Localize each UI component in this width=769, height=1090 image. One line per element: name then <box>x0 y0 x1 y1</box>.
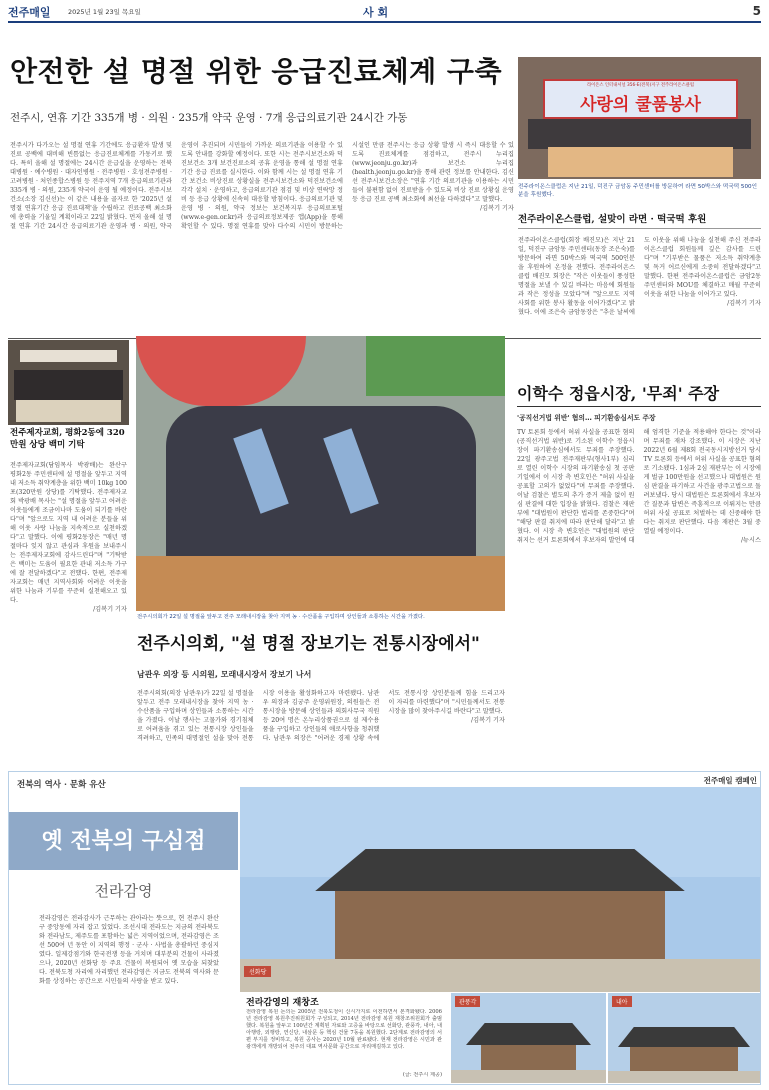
lee-subhead: '공직선거법 위반' 혐의… 피기환송심서도 주장 <box>517 414 656 422</box>
church-people <box>14 370 123 400</box>
market-headline: 전주시의회, "설 명절 장보기는 전통시장에서" <box>137 634 480 654</box>
top-story-byline: /김복기 기자 <box>480 205 514 212</box>
market-body <box>137 689 505 751</box>
gwanpunggak-ground <box>451 1070 606 1083</box>
lee-byline: /뉴시스 <box>740 537 761 544</box>
market-text: 전주시의회(의장 남관우)가 22일 설 명절을 앞두고 전주 모래내시장을 찾아 지역 농 · 수산품을 구입하며 상인들과 소통하는 시간을 가졌다. 이날 행사는 고물가와 경기침체로 어려움을 겪고 있는 전통시장 상인들을 격려하고, 민족의 대명절인 설을 맞아 전통시장 이용을 활성화하고자 마련됐다. 남관우 의장과 김궁주 운영위원장, 의원들은 전통시장을 방문해 상인들과 의회사무국 직원 등 20여 명은 온누리상품권으로 설 제수용품을 구입하고 상인들의 애로사항을 청취했다. 남관우 의장은 "어려운 경제 상황 속에서도 전통시장 상인분들께 힘을 드리고자 이 자리를 마련했다"며 "시민들께서도 전통시장을 많이 찾아주시길 바란다"고 말했다. <box>137 690 505 742</box>
issue-date: 2025년 1월 23일 목요일 <box>68 8 141 16</box>
people-row <box>528 119 751 149</box>
heritage-main-photo <box>240 787 760 992</box>
rice-bags <box>16 400 121 422</box>
banner-text: 사랑의 쿨품봉사 <box>580 95 701 115</box>
photo-label-naea: 내아 <box>612 996 632 1007</box>
lions-byline: /김복기 기자 <box>727 300 761 307</box>
church-photo <box>8 340 129 425</box>
heritage-left-panel <box>9 772 238 1084</box>
heritage-body: 전라감영은 전라감사가 근무하는 관아라는 뜻으로, 현 전주시 완산구 중앙동에 자리 잡고 있었다. 조선시대 전라도는 지금의 전라북도와 전라남도, 제주도를 포함하는 넓은 지역이었으며, 전라감영은 조선 500여 년 동안 이 지역의 행정 · 군사 · 사법을 총괄하던 중심지였다. 일제강점기와 한국전쟁 등을 거치며 대부분의 건물이 사라졌으나, 2020년 선화당 등 주요 건물이 복원되어 옛 모습을 되찾았다. 전북도청 자리에 자리했던 전라감영은 지금도 전북의 역사와 문화를 상징하는 공간으로 시민들의 사랑을 받고 있다. <box>39 915 219 985</box>
green-tarp <box>366 336 505 396</box>
banner-sub: 라이온스 인터내셔널 356-E(전북)지구 전주라이온스클럽 <box>586 83 695 88</box>
lions-photo-caption: 전주라이온스클럽은 지난 21일, 덕진구 금암동 주민센터를 방문하여 라면 50박스와 떡국떡 500인분을 후원했다. <box>518 184 758 198</box>
photo-label-seonhwadang: 선화당 <box>244 966 271 977</box>
photo-label-gwanpunggak: 관풍각 <box>455 996 480 1007</box>
church-byline: /김복기 기자 <box>93 606 127 613</box>
gwanpunggak-roof <box>466 1023 591 1045</box>
market-subhead: 남관우 의장 등 시의원, 모래내시장서 장보기 나서 <box>137 670 312 679</box>
market-photo-caption: 전주시의회가 22일 설 명절을 앞두고 전주 모래내시장을 찾아 지역 농 · 수산품을 구입하며 상인들과 소통하는 시간을 가졌다. <box>137 614 425 620</box>
heritage-campaign-label: 전주매일 캠페인 <box>703 776 757 785</box>
church-headline: 전주제자교회, 평화2동에 320만원 상당 백미 기탁 <box>10 428 125 450</box>
masthead-rule <box>8 21 761 23</box>
lee-body <box>517 428 761 751</box>
heritage-box-title: 전라감영의 재창조 <box>246 998 319 1008</box>
top-story-text: 전주시가 다가오는 설 명절 연휴 기간에도 응급환자 발생 및 진료 공백에 대비해 빈틈없는 응급진료체계를 가동키로 했다. 특히 올해 설 명절에는 24시간 운급실을 운영하는 전북대병원 · 예수병원 · 대자인병원 · 전주병원 · 호성전주병원 · 고려병원 · 처인종합스병원 등 전주지역 7개 응급의료기관과 335개 병 · 의원, 235개 약국이 운영 될 예정이다. 전주시보건소(소장 김신선)는 이 같은 내용을 골자로 한 '2025년 설 명절 연휴기간 응급 진료대책'을 수립하고 진료공백 최소화에 총력을 기울일 계획이라고 22일 밝혔다. 먼저 올해 설 명절 연휴 기간 24시간 응급의료기관 운영과 병 · 의원, 약국 운영이 추진되며 시민들이 가까운 의료기관을 이용할 수 있도록 안내를 강화할 예정이다. 또한 시는 전주시보건소와 덕진보건소 3개 보건진료소의 공휴 운영을 통해 설 명절 연휴 기간 응급 진료를 실시한다. 이와 함께 시는 설 명절 연휴 기간 보건소 비상진료 상황실을 전주시보건소와 덕진보건소에 각각 설치 · 운영하고, 응급의료기관 점검 및 비상 연락망 정비 등 응급 상황에 신속히 대응할 방침이다. 응급의료기관 및 운영 병 · 의원, 약국 정보는 보건복지부 응급의료포털(www.e-gen.or.kr)과 응급의료정보제공 앱(App)을 통해 확인할 수 있다. 명절 연휴를 맞아 다수의 시민이 방문하는 시설인 만큼 전주시는 응급 상황 발생 시 즉시 대응할 수 있도록 진료체계를 점검하고, 전주시 누리집(www.jeonju.go.kr)과 보건소 누리집(health.jeonju.go.kr)을 통해 관련 정보를 안내한다. 김신선 전주시보건소장은 "연휴 기간 의료기관을 이용하는 시민들이 불편함 없이 진료받을 수 있도록 비상 진료 상황실 운영 등 응급 진료 공백 최소화에 최선을 다하겠다"고 말했다. <box>10 142 514 230</box>
lions-body <box>518 236 761 332</box>
lions-photo <box>518 57 761 179</box>
heritage-box-byline: (글: 전주시 제공) <box>402 1072 442 1078</box>
heritage-box-body: 전라감영 복원 논의는 2005년 전북도청이 신시가지로 이전하면서 본격화됐다. 2006년 전라감영 복원추진위원회가 구성되고, 2014년 전라감영 복원 재창조위원회가 출범했다. 복원을 앞두고 100년간 계획된 자료와 고증을 바탕으로 선화당, 관풍각, 내아, 내아행랑, 외행랑, 연신당, 내삼문 등 핵심 건물 7동을 복원했다. 2단계로 전라감영의 서편 부지를 정비하고, 복원 공사는 2020년 10월 완료됐다. 현재 전라감영은 시민과 관광객에게 개방되어 전주의 대표 역사문화 공간으로 자리매김하고 있다. <box>246 1009 442 1050</box>
lions-text: 전주라이온스클럽(회장 배진모)은 지난 21일, 덕진구 금암동 주민센터(동장 조은숙)를 방문하여 라면 50박스와 떡국떡 500인분을 후원하여 온정을 전했다. 전주라이온스클럽 배진모 회장은 "작은 이웃들이 풍성한 명절을 보낼 수 있길 바라는 마음에 회원들과 작은 정성을 모았다"며 "앞으로도 지역 사회를 위한 봉사 활동을 이어가겠다"고 밝혔다. 이에 조은숙 금암동장은 "추운 날씨에도 이웃을 위해 나눔을 실천해 주신 전주라이온스클럽 회원들께 깊은 감사를 드린다"며 "기부받은 물품은 저소득 취약계층 및 독거 어르신에게 소중히 전달하겠다"고 말했다. 한편 전주라이온스클럽은 금암2동 주민센터와 MOU를 체결하고 매월 꾸준히 이웃을 위한 나눔을 이어가고 있다. <box>518 237 761 316</box>
market-byline: /김복기 기자 <box>471 717 505 724</box>
naea-body <box>630 1047 738 1071</box>
naea-ground <box>608 1071 760 1083</box>
lee-headline: 이학수 정읍시장, '무죄' 주장 <box>517 384 720 403</box>
top-story-body <box>10 141 514 333</box>
heritage-series: 전북의 역사 · 문화 유산 <box>17 780 106 790</box>
crowd <box>166 406 476 556</box>
page-number: 5 <box>752 4 761 18</box>
section-title: 사 회 <box>363 6 389 19</box>
heritage-title: 옛 전북의 구심점 <box>41 828 206 854</box>
market-photo <box>136 336 505 611</box>
lions-headline: 전주라이온스클럽, 설맞이 라면 · 떡국떡 후원 <box>518 214 707 225</box>
lions-rule <box>518 228 761 229</box>
produce <box>136 556 505 611</box>
heritage-subtitle: 전라감영 <box>94 882 153 900</box>
paper-name: 전주매일 <box>8 6 51 19</box>
red-umbrella <box>136 336 306 406</box>
lee-text: TV 토론회 등에서 허위 사실을 공표한 혐의(공직선거법 위반)로 기소된 이학수 정읍시장이 파기환송심에서도 무죄를 주장했다. 22일 광주고법 전주재판부(형사1부) 심리로 열린 이학수 시장의 파기환송심 첫 공판기일에서 이 시장 측 변호인은 "허위 사실을 공표할 고의가 없었다"며 무죄를 주장했다. 이날 검찰은 별도의 추가 증거 제출 없이 원심 판결에 대한 입장을 밝혔다. 검찰은 재판부에 "대법원이 판단한 법리를 존중한다"며 "해당 판결 취지에 따라 판단해 달라"고 밝혔다. 이 시장 측 변호인은 "대법원의 판단 취지는 선거 토론회에서 후보자의 발언에 대해 엄격한 기준을 적용해야 한다는 것"이라며 무죄를 재차 강조했다. 이 시장은 지난 2022년 6월 제8회 전국동시지방선거 당시 TV 토론회 등에서 허위 사실을 공표한 혐의로 기소됐다. 1심과 2심 재판부는 이 시장에게 벌금 100만원을 선고했으나 대법원은 원심 판결을 파기하고 사건을 광주고법으로 돌려보냈다. 당시 대법원은 토론회에서 후보자 간 질문과 답변은 즉흥적으로 이뤄지는 만큼 허위 사실 공표로 처벌하는 데 신중해야 한다는 취지로 판단했다. 다음 재판은 3월 중 열릴 예정이다. <box>517 429 761 544</box>
top-story-headline: 안전한 설 명절 위한 응급진료체계 구축 <box>10 55 503 88</box>
building-body <box>335 891 665 961</box>
church-banner <box>20 350 117 362</box>
church-body <box>10 461 127 751</box>
gwanpunggak-body <box>481 1045 576 1070</box>
naea-roof <box>618 1027 750 1047</box>
top-story-subhead: 전주시, 연휴 기간 335개 병 · 의원 · 235개 약국 운영 · 7개 응급의료기관 24시간 가동 <box>10 112 408 124</box>
boxes <box>548 147 733 177</box>
masthead <box>8 4 761 20</box>
lee-rule <box>517 406 761 407</box>
heritage-box <box>240 993 448 1083</box>
ground <box>240 959 760 992</box>
church-text: 전주제자교회(담임목사 박광배)는 완산구 평화2동 주민센터에 설 명절을 앞두고 지역 내 저소득 취약계층을 위한 백미 10kg 100포(320만원 상당)를 기탁했다. 전주제자교회 박광배 목사는 "설 명절을 앞두고 어려운 이웃들에게 조금이나마 도움이 되기를 바란다"며 "앞으로도 지역 내 어려운 분들을 위해 이웃 사랑 나눔을 지속적으로 실천하겠다"고 말했다. 이에 평화2동장은 "매년 명절마다 잊지 않고 관심과 후원을 보내주시는 전주제자교회에 감사드린다"며 "기탁받은 백미는 도움이 필요한 관내 저소득 가구에 잘 전달하겠다"고 전했다. 한편, 전주제자교회는 매년 지역사회와 어려운 이웃을 위한 나눔과 기부를 꾸준히 실천해오고 있다. <box>10 462 127 604</box>
